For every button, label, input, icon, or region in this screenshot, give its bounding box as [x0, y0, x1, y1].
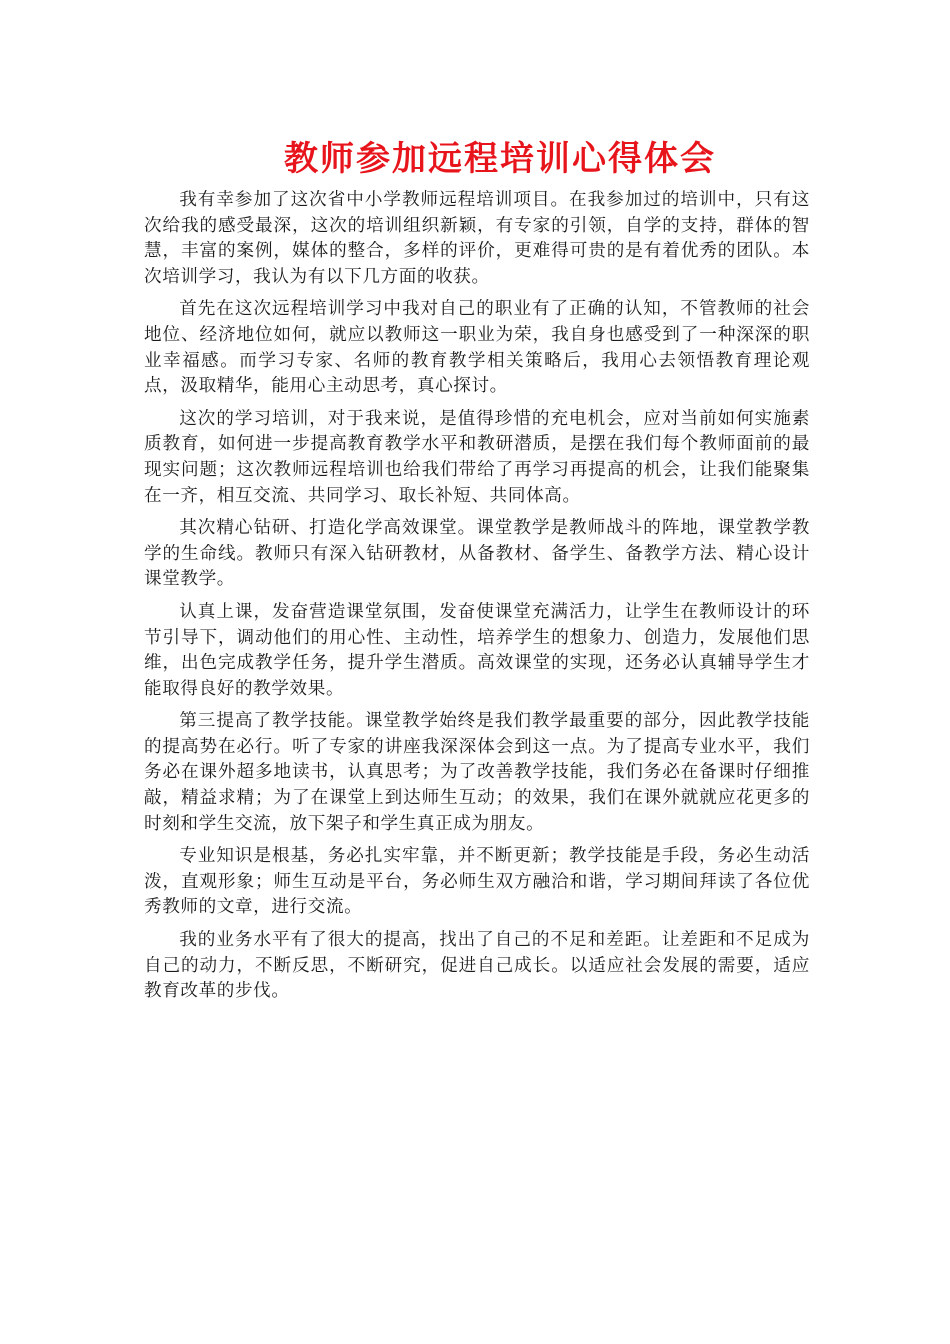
paragraph: 专业知识是根基，务必扎实牢靠，并不断更新；教学技能是手段，务必生动活泼，直观形象；师生互动是平台，务必师生双方融洽和谐，学习期间拜读了各位优秀教师的文章，进行交流。	[144, 846, 810, 918]
paragraph: 这次的学习培训，对于我来说，是值得珍惜的充电机会，应对当前如何实施素质教育，如何进一步提高教育教学水平和教研潜质，是摆在我们每个教师面前的最现实问题；这次教师远程培训也给我们带给了再学习再提高的机会，让我们能聚集在一齐，相互交流、共同学习、取长补短、共同体高。	[144, 408, 810, 506]
document-body	[144, 188, 810, 1012]
paragraph: 我有幸参加了这次省中小学教师远程培训项目。在我参加过的培训中，只有这次给我的感受最深，这次的培训组织新颖，有专家的引领，自学的支持，群体的智慧，丰富的案例，媒体的整合，多样的评价，更难得可贵的是有着优秀的团队。本次培训学习，我认为有以下几方面的收获。	[144, 190, 810, 287]
paragraph: 其次精心钻研、打造化学高效课堂。课堂教学是教师战斗的阵地，课堂教学教学的生命线。教师只有深入钻研教材，从备教材、备学生、备教学方法、精心设计课堂教学。	[144, 518, 810, 590]
paragraph: 认真上课，发奋营造课堂氛围，发奋使课堂充满活力，让学生在教师设计的环节引导下，调动他们的用心性、主动性，培养学生的想象力、创造力，发展他们思维，出色完成教学任务，提升学生潜质。高效课堂的实现，还务必认真辅导学生才能取得良好的教学效果。	[144, 601, 810, 699]
document-title: 教师参加远程培训心得体会	[284, 139, 716, 179]
paragraph: 我的业务水平有了很大的提高，找出了自己的不足和差距。让差距和不足成为自己的动力，不断反思，不断研究，促进自己成长。以适应社会发展的需要，适应教育改革的步伐。	[144, 930, 810, 1002]
paragraph: 第三提高了教学技能。课堂教学始终是我们教学最重要的部分，因此教学技能的提高势在必行。听了专家的讲座我深深体会到这一点。为了提高专业水平，我们务必在课外超多地读书，认真思考；为了改善教学技能，我们务必在备课时仔细推敲，精益求精；为了在课堂上到达师生互动；的效果，我们在课外就就应花更多的时刻和学生交流，放下架子和学生真正成为朋友。	[144, 711, 810, 834]
paragraph: 首先在这次远程培训学习中我对自己的职业有了正确的认知，不管教师的社会地位、经济地位如何，就应以教师这一职业为荣，我自身也感受到了一种深深的职业幸福感。而学习专家、名师的教育教学相关策略后，我用心去领悟教育理论观点，汲取精华，能用心主动思考，真心探讨。	[144, 299, 810, 397]
